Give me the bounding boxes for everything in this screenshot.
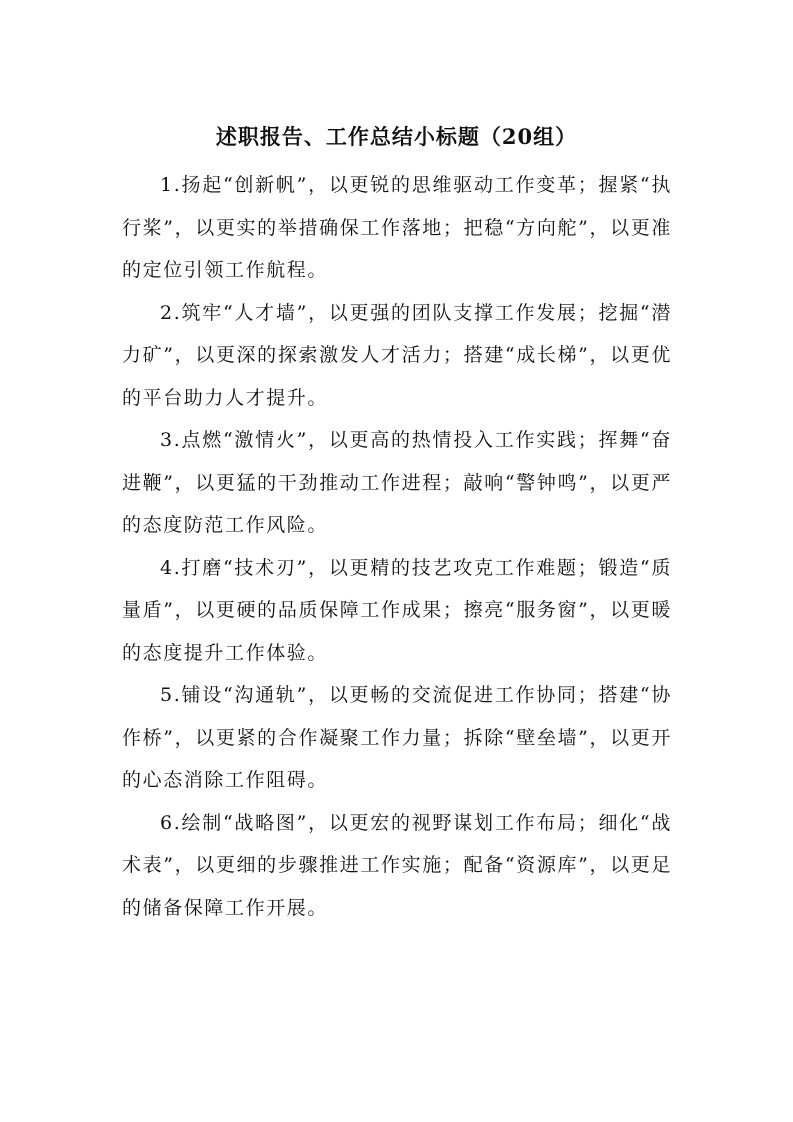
paragraph: 4.打磨“技术刃”，以更精的技艺攻克工作难题；锻造“质量盾”，以更硬的品质保障工作成果；擦亮“服务窗”，以更暖的态度提升工作体验。	[122, 556, 672, 664]
paragraph: 2.筑牢“人才墙”，以更强的团队支撑工作发展；挖掘“潜力矿”，以更深的探索激发人才活力；搭建“成长梯”，以更优的平台助力人才提升。	[122, 301, 672, 409]
paragraph: 6.绘制“战略图”，以更宏的视野谋划工作布局；细化“战术表”，以更细的步骤推进工作实施；配备“资源库”，以更足的储备保障工作开展。	[122, 811, 672, 919]
paragraph: 5.铺设“沟通轨”，以更畅的交流促进工作协同；搭建“协作桥”，以更紧的合作凝聚工作力量；拆除“壁垒墙”，以更开的心态消除工作阻碍。	[122, 684, 672, 791]
paragraph: 1.扬起“创新帆”，以更锐的思维驱动工作变革；握紧“执行桨”，以更实的举措确保工作落地；把稳“方向舵”，以更准的定位引领工作航程。	[122, 174, 672, 281]
document-title: 述职报告、工作总结小标题（20组）	[215, 124, 578, 149]
document-body	[122, 164, 672, 929]
paragraph: 3.点燃“激情火”，以更高的热情投入工作实践；挥舞“奋进鞭”，以更猛的干劲推动工作进程；敲响“警钟鸣”，以更严的态度防范工作风险。	[122, 429, 672, 536]
